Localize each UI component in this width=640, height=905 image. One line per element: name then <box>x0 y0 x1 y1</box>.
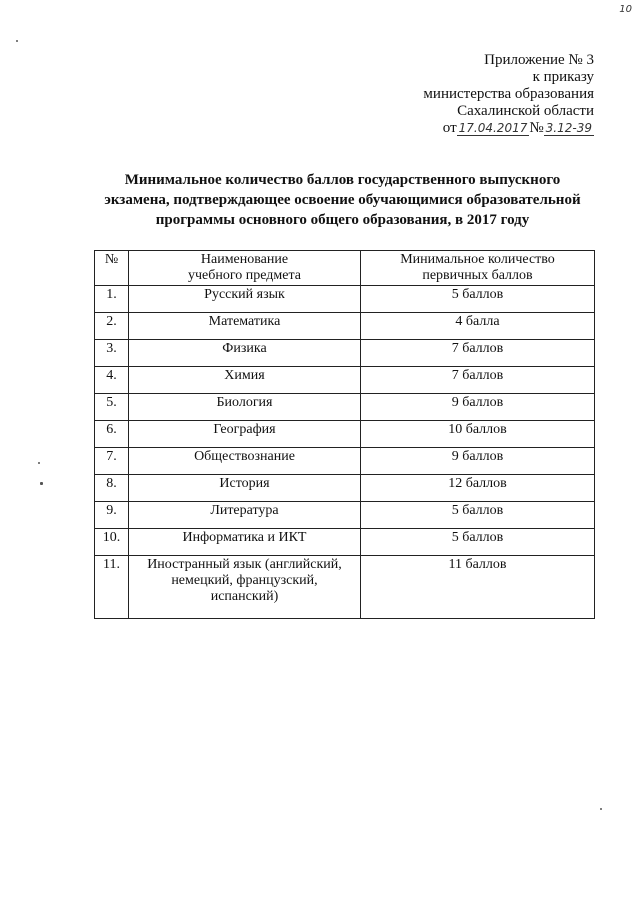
header-score-line: первичных баллов <box>422 268 533 283</box>
row-number: 11. <box>95 556 129 619</box>
row-number: 9. <box>95 502 129 529</box>
row-score: 9 баллов <box>361 394 595 421</box>
row-subject: Химия <box>129 367 361 394</box>
row-subject: Информатика и ИКТ <box>129 529 361 556</box>
table-row <box>95 394 595 421</box>
row-number: 7. <box>95 448 129 475</box>
table-row <box>95 502 595 529</box>
row-subject: История <box>129 475 361 502</box>
row-subject: Литература <box>129 502 361 529</box>
row-subject: География <box>129 421 361 448</box>
row-number: 1. <box>95 286 129 313</box>
table-row <box>95 421 595 448</box>
scan-speck <box>16 40 18 42</box>
row-number: 5. <box>95 394 129 421</box>
row-subject: Математика <box>129 313 361 340</box>
row-score: 5 баллов <box>361 286 595 313</box>
approval-line: Приложение № 3 <box>484 52 594 68</box>
table-row <box>95 529 595 556</box>
table-row <box>95 367 595 394</box>
approval-block <box>294 52 594 137</box>
scan-speck <box>600 808 602 810</box>
row-score: 4 балла <box>361 313 595 340</box>
table-row <box>95 475 595 502</box>
approval-line: Сахалинской области <box>457 103 594 119</box>
row-score: 7 баллов <box>361 340 595 367</box>
approval-date-line <box>294 120 594 137</box>
title-line: программы основного общего образования, в 2017 году <box>155 212 530 228</box>
approval-line: к приказу <box>532 69 594 85</box>
row-subject: Биология <box>129 394 361 421</box>
row-number: 10. <box>95 529 129 556</box>
handwritten-order-number: 3.12-39 <box>545 121 592 135</box>
row-subject-line: Иностранный язык (английский, <box>147 557 342 572</box>
table-row <box>95 313 595 340</box>
scan-speck <box>38 462 40 464</box>
document-title <box>70 170 615 230</box>
table-row <box>95 286 595 313</box>
header-number: № <box>95 251 129 286</box>
row-subject <box>129 556 361 619</box>
title-line: Минимальное количество баллов государственного выпускного <box>124 172 561 188</box>
table-row <box>95 340 595 367</box>
from-label: от <box>442 120 457 136</box>
row-subject: Физика <box>129 340 361 367</box>
row-score: 5 баллов <box>361 529 595 556</box>
row-subject: Русский язык <box>129 286 361 313</box>
row-score: 10 баллов <box>361 421 595 448</box>
row-number: 2. <box>95 313 129 340</box>
title-line: экзамена, подтверждающее освоение обучающимися образовательной <box>104 192 581 208</box>
row-subject-line: немецкий, французский, <box>171 573 318 588</box>
scan-speck <box>40 482 43 485</box>
header-score-line: Минимальное количество <box>400 252 555 267</box>
page-number-handwritten: 10 <box>619 4 632 15</box>
row-score: 7 баллов <box>361 367 595 394</box>
header-score <box>361 251 595 286</box>
row-score: 5 баллов <box>361 502 595 529</box>
row-number: 6. <box>95 421 129 448</box>
min-scores-table <box>94 250 595 619</box>
number-label: № <box>529 120 544 136</box>
row-subject-line: испанский) <box>210 589 279 604</box>
table-row <box>95 556 595 619</box>
header-subject-line: учебного предмета <box>188 268 301 283</box>
row-number: 8. <box>95 475 129 502</box>
row-score: 12 баллов <box>361 475 595 502</box>
table-row <box>95 448 595 475</box>
approval-line: министерства образования <box>423 86 594 102</box>
row-number: 3. <box>95 340 129 367</box>
handwritten-date: 17.04.2017 <box>458 121 528 135</box>
row-score: 11 баллов <box>361 556 595 619</box>
header-subject <box>129 251 361 286</box>
row-score: 9 баллов <box>361 448 595 475</box>
table-header-row <box>95 251 595 286</box>
row-number: 4. <box>95 367 129 394</box>
header-subject-line: Наименование <box>200 252 289 267</box>
row-subject: Обществознание <box>129 448 361 475</box>
